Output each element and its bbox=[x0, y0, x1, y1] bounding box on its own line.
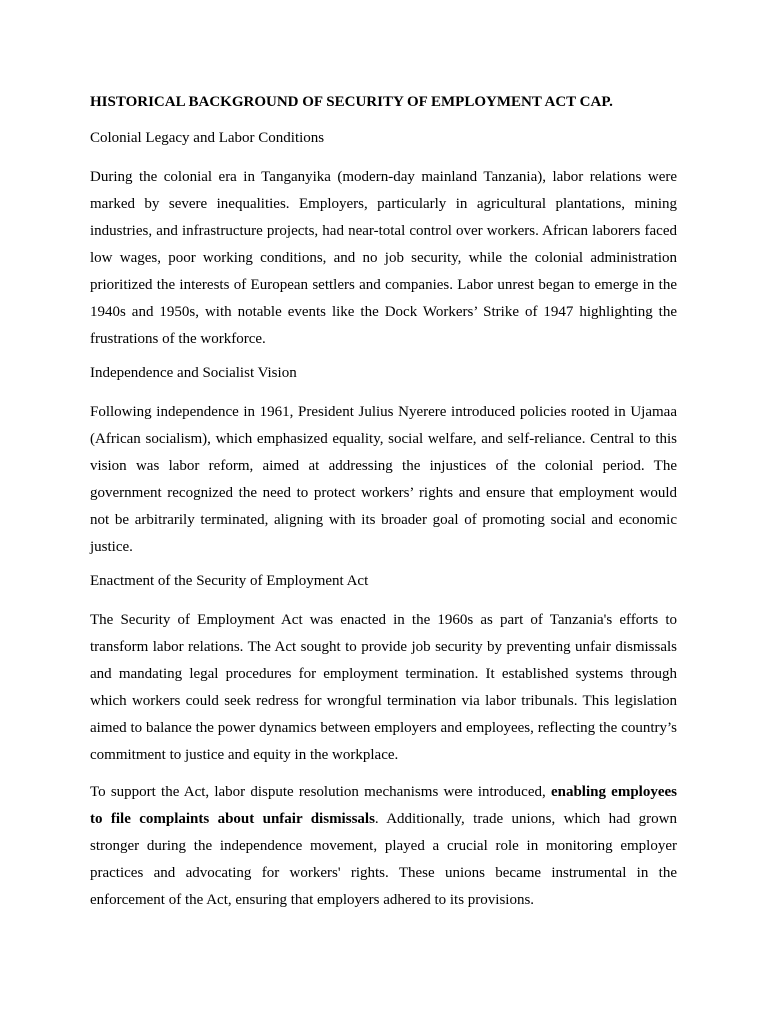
section-heading-independence: Independence and Socialist Vision bbox=[90, 365, 297, 381]
paragraph-colonial: During the colonial era in Tanganyika (modern-day mainland Tanzania), labor relations were marked by severe inequalities. Employers, particularly in agricultural plantations, mining industries, and infrastructure projects, had near-total control over workers. African laborers faced low wages, poor working conditions, and no job security, while the colonial administration prioritized the interests of European settlers and companies. Labor unrest began to emerge in the 1940s and 1950s, with notable events like the Dock Workers’ Strike of 1947 highlighting the frustrations of the workforce. bbox=[90, 169, 677, 347]
closing-text-start: To support the Act, labor dispute resolution mechanisms were introduced, bbox=[90, 784, 551, 800]
closing-text-end: . Additionally, trade unions, which had grown stronger during the independence movement, played a crucial role in monitoring employer practices and advocating for workers' rights. These unions became instrumental in the enforcement of the Act, ensuring that employers adhered to its provisions. bbox=[90, 811, 678, 908]
document-title: HISTORICAL BACKGROUND OF SECURITY OF EMPLOYMENT ACT CAP. bbox=[90, 94, 613, 110]
closing-text-emphasis: enabling employees to file complaints about unfair dismissals bbox=[90, 784, 677, 827]
paragraph-enactment: The Security of Employment Act was enacted in the 1960s as part of Tanzania's efforts to transform labor relations. The Act sought to provide job security by preventing unfair dismissals and mandating legal procedures for employment termination. It established systems through which workers could seek redress for wrongful termination via labor tribunals. This legislation aimed to balance the power dynamics between employers and employees, reflecting the country’s commitment to justice and equity in the workplace. bbox=[90, 612, 677, 763]
paragraph-independence: Following independence in 1961, President Julius Nyerere introduced policies rooted in Ujamaa (African socialism), which emphasized equality, social welfare, and self-reliance. Central to this vision was labor reform, aimed at addressing the injustices of the colonial period. The government recognized the need to protect workers’ rights and ensure that employment would not be arbitrarily terminated, aligning with its broader goal of promoting social and economic justice. bbox=[90, 404, 677, 555]
paragraph-closing bbox=[90, 779, 677, 914]
document-page bbox=[90, 92, 677, 924]
section-heading-enactment: Enactment of the Security of Employment Act bbox=[90, 573, 369, 589]
section-heading-colonial: Colonial Legacy and Labor Conditions bbox=[90, 130, 325, 146]
